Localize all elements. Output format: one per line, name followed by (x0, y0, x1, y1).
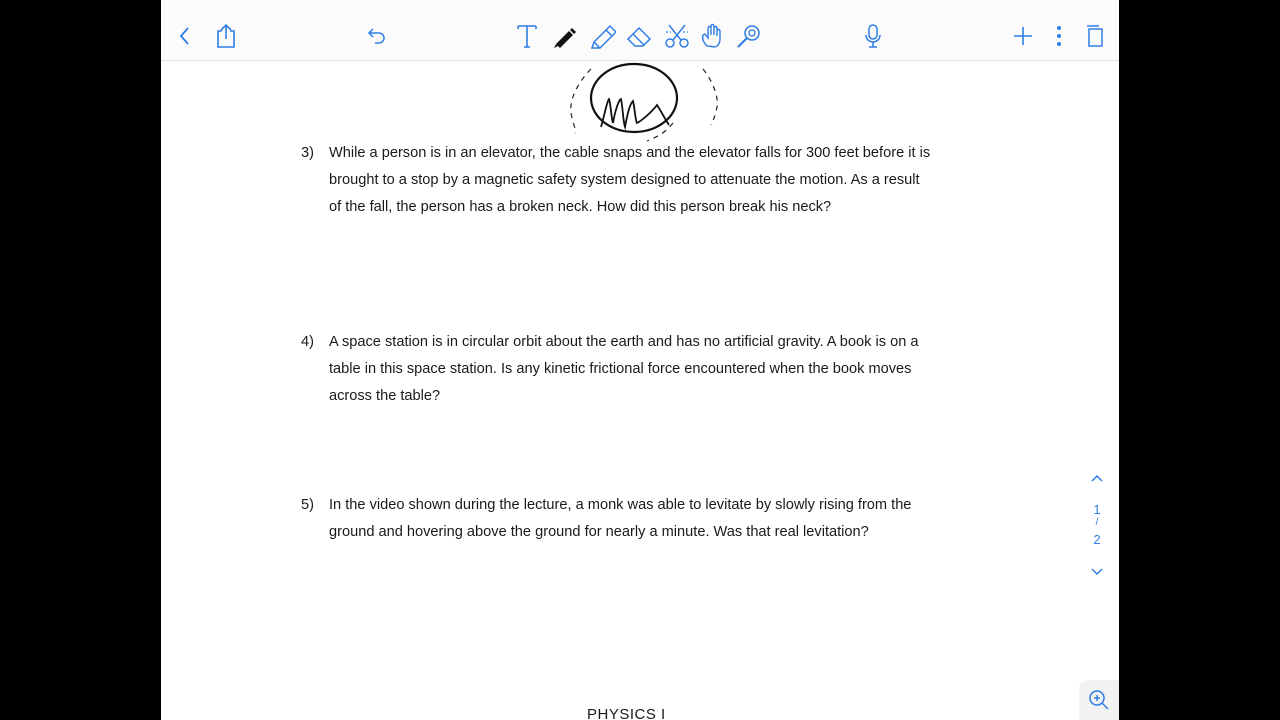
page-footer-course: PHYSICS I (587, 706, 666, 720)
question-line: While a person is in an elevator, the cable snaps and the elevator falls for 300 feet before it is (329, 145, 931, 161)
page-down-icon[interactable] (1089, 566, 1105, 578)
text-tool-button[interactable] (511, 20, 543, 52)
pages-button[interactable] (1079, 20, 1111, 52)
question-line: In the video shown during the lecture, a monk was able to levitate by slowly rising from the (329, 497, 912, 513)
more-icon (1056, 25, 1062, 47)
share-icon (215, 23, 237, 49)
share-button[interactable] (210, 20, 242, 52)
pages-icon (1086, 25, 1104, 47)
hand-tool-button[interactable] (696, 20, 728, 52)
undo-icon (367, 26, 387, 46)
page-up-icon[interactable] (1089, 472, 1105, 484)
question-line: brought to a stop by a magnetic safety system designed to attenuate the motion. As a result (329, 172, 920, 188)
highlighter-tool-icon (588, 22, 616, 50)
question-number: 3) (301, 145, 314, 161)
eraser-tool-button[interactable] (623, 20, 655, 52)
text-tool-icon (515, 23, 539, 49)
zoom-in-icon (1088, 689, 1110, 711)
question-line: table in this space station. Is any kinetic frictional force encountered when the book moves (329, 361, 912, 377)
undo-button[interactable] (361, 20, 393, 52)
question-number: 5) (301, 497, 314, 513)
microphone-button[interactable] (857, 20, 889, 52)
laser-pointer-tool-icon (735, 22, 763, 50)
total-pages-number: 2 (1093, 532, 1101, 547)
add-button[interactable] (1007, 20, 1039, 52)
question-text (329, 140, 989, 221)
back-button[interactable] (169, 20, 201, 52)
question-text (329, 329, 989, 410)
page-navigator (1081, 470, 1113, 580)
question-text (329, 492, 989, 546)
current-page-number: 1 (1093, 502, 1101, 517)
scissors-tool-button[interactable] (661, 20, 693, 52)
scissors-tool-icon (663, 22, 691, 50)
add-icon (1012, 25, 1034, 47)
zoom-button[interactable] (1079, 680, 1119, 720)
back-icon (178, 26, 192, 46)
hand-tool-icon (698, 22, 726, 50)
question-line: A space station is in circular orbit about the earth and has no artificial gravity. A book is on a (329, 334, 919, 350)
question-line: ground and hovering above the ground for nearly a minute. Was that real levitation? (329, 524, 869, 540)
document-page[interactable] (161, 61, 1119, 720)
laser-pointer-tool-button[interactable] (733, 20, 765, 52)
microphone-icon (864, 23, 882, 49)
page-separator: / (1095, 517, 1099, 528)
question-number: 4) (301, 334, 314, 350)
pen-tool-button[interactable] (548, 20, 580, 52)
question-line: of the fall, the person has a broken neck. How did this person break his neck? (329, 199, 832, 215)
notes-app-window (161, 0, 1119, 720)
highlighter-tool-button[interactable] (586, 20, 618, 52)
eraser-tool-icon (625, 24, 653, 48)
question-line: across the table? (329, 388, 441, 404)
toolbar (161, 0, 1119, 61)
more-button[interactable] (1043, 20, 1075, 52)
pen-tool-icon (550, 22, 578, 50)
